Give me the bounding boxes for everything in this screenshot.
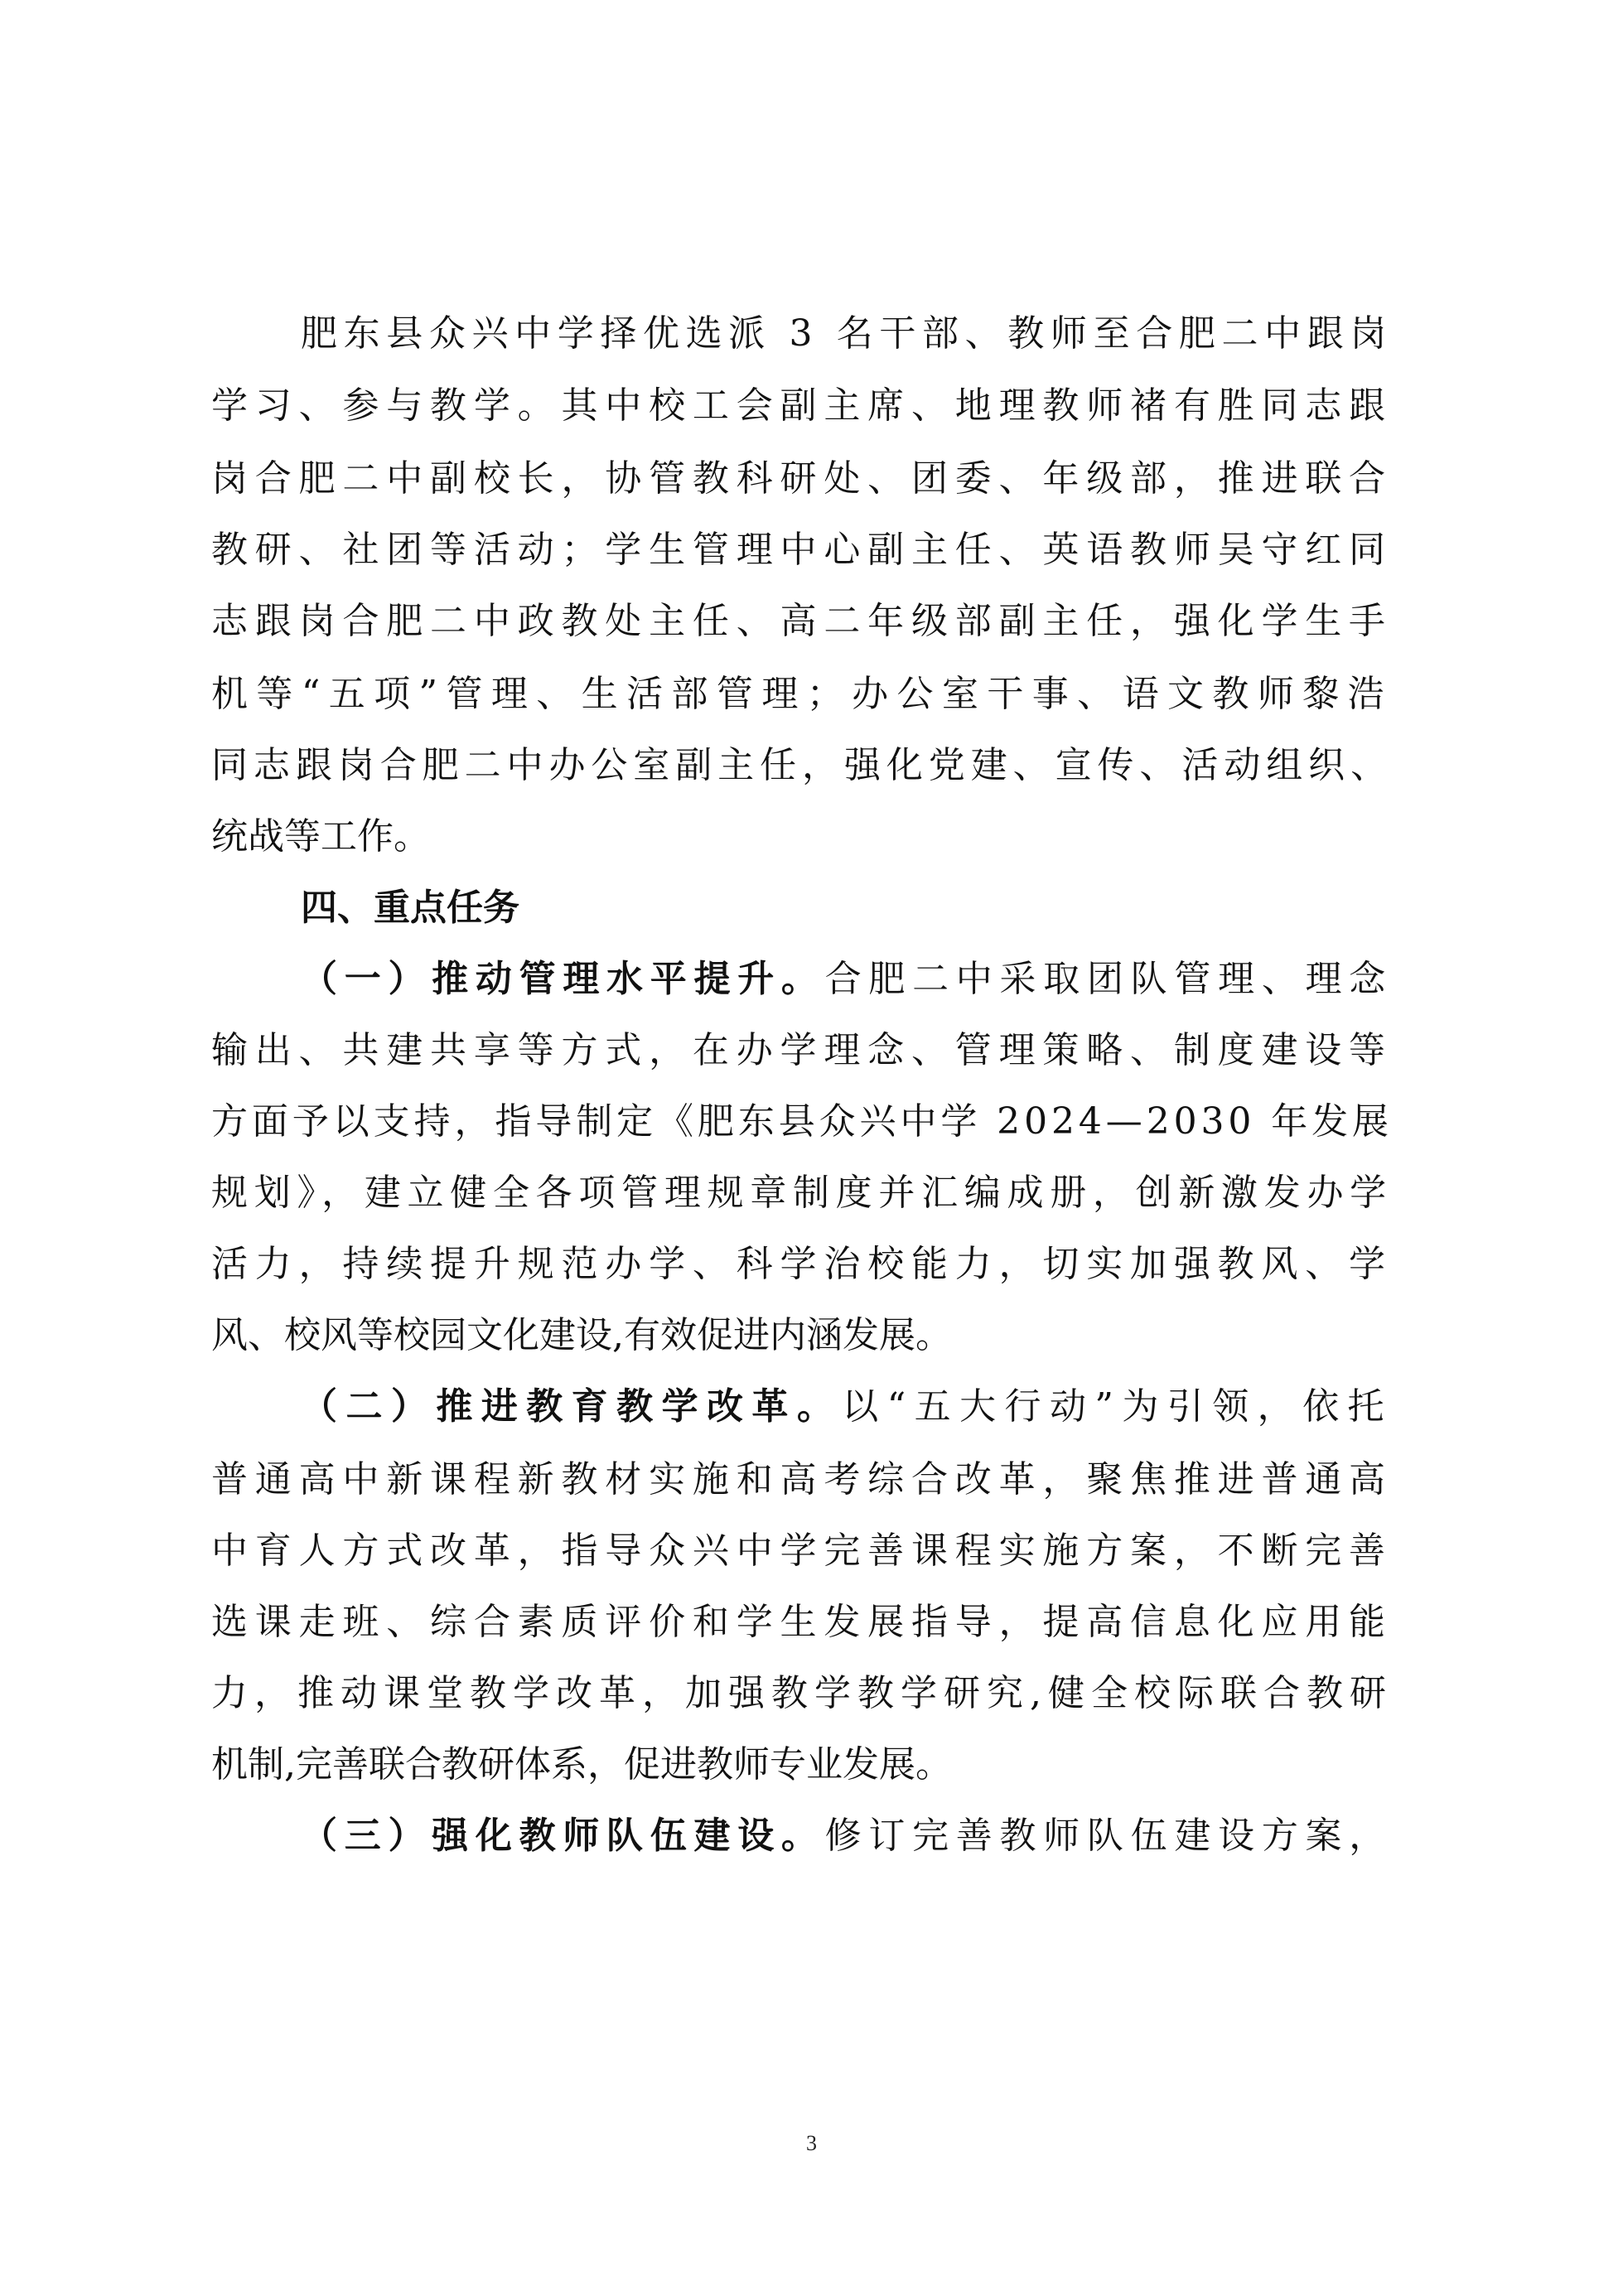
text: 同志跟岗合肥二中办公室副主任，强化党建、宣传、活动组织、 bbox=[211, 744, 1394, 786]
text: 岗合肥二中副校长，协管教科研处、团委、年级部，推进联合 bbox=[211, 457, 1393, 500]
text: 机等“五项”管理、生活部管理；办公室干事、语文教师黎浩 bbox=[211, 673, 1394, 715]
text: 选课走班、综合素质评价和学生发展指导，提高信息化应用能 bbox=[211, 1601, 1393, 1643]
text: 活力，持续提升规范办学、科学治校能力，切实加强教风、学 bbox=[211, 1243, 1393, 1285]
text: 学习、参与教学。其中校工会副主席、地理教师褚有胜同志跟 bbox=[211, 384, 1393, 427]
paragraph-2-line-2 bbox=[211, 1026, 1393, 1075]
paragraph-4-lead: （三）强化教师队伍建设。 bbox=[301, 1815, 825, 1857]
paragraph-3-line-6 bbox=[211, 1740, 952, 1790]
paragraph-3-line-2 bbox=[211, 1455, 1393, 1505]
text: 志跟岗合肥二中政教处主任、高二年级部副主任，强化学生手 bbox=[211, 600, 1393, 642]
paragraph-3-line-3 bbox=[211, 1526, 1393, 1576]
paragraph-2-line-5 bbox=[211, 1240, 1393, 1289]
text: 风、校风等校园文化建设,有效促进内涵发展。 bbox=[211, 1314, 952, 1356]
paragraph-3-lead: （二）推进教育教学改革。 bbox=[301, 1385, 843, 1428]
section-heading bbox=[301, 883, 519, 933]
paragraph-3-line-5 bbox=[211, 1669, 1393, 1718]
paragraph-1-line-6 bbox=[211, 669, 1393, 719]
text: 教研、社团等活动；学生管理中心副主任、英语教师吴守红同 bbox=[211, 529, 1393, 571]
text: 力，推动课堂教学改革，加强教学教学研究,健全校际联合教研 bbox=[211, 1672, 1393, 1714]
text: 中育人方式改革，指导众兴中学完善课程实施方案，不断完善 bbox=[211, 1530, 1393, 1572]
text: 以“五大行动”为引领，依托 bbox=[842, 1385, 1393, 1428]
paragraph-1-line-2 bbox=[211, 381, 1393, 431]
text: 统战等工作。 bbox=[211, 815, 430, 858]
paragraph-1-line-8 bbox=[211, 812, 430, 862]
paragraph-1-line-4 bbox=[211, 525, 1393, 575]
paragraph-2-lead: （一）推动管理水平提升。 bbox=[301, 958, 825, 1000]
page-number: 3 bbox=[806, 2131, 817, 2155]
paragraph-3-line-1 bbox=[301, 1382, 1393, 1432]
text: 规划》，建立健全各项管理规章制度并汇编成册，创新激发办学 bbox=[211, 1172, 1393, 1214]
text: 合肥二中采取团队管理、理念 bbox=[824, 958, 1393, 1000]
text: 肥东县众兴中学择优选派 3 名干部、教师至合肥二中跟岗 bbox=[301, 312, 1393, 355]
paragraph-1-line-7 bbox=[211, 741, 1393, 790]
text: 输出、共建共享等方式，在办学理念、管理策略、制度建设等 bbox=[211, 1029, 1393, 1071]
paragraph-2-line-6 bbox=[211, 1311, 952, 1361]
text: 修订完善教师队伍建设方案， bbox=[824, 1815, 1393, 1857]
paragraph-4-line-1 bbox=[301, 1811, 1393, 1861]
heading-text: 四、重点任务 bbox=[301, 887, 519, 929]
paragraph-2-line-3 bbox=[211, 1097, 1393, 1147]
paragraph-1-line-5 bbox=[211, 597, 1393, 646]
text: 普通高中新课程新教材实施和高考综合改革，聚焦推进普通高 bbox=[211, 1458, 1393, 1501]
paragraph-2-line-1 bbox=[301, 955, 1393, 1004]
text: 机制,完善联合教研体系，促进教师专业发展。 bbox=[211, 1743, 952, 1786]
paragraph-1-line-1 bbox=[301, 309, 1393, 359]
paragraph-2-line-4 bbox=[211, 1168, 1393, 1218]
paragraph-3-line-4 bbox=[211, 1598, 1393, 1647]
paragraph-1-line-3 bbox=[211, 454, 1393, 504]
text: 方面予以支持，指导制定《肥东县众兴中学 2024—2030 年发展 bbox=[211, 1100, 1393, 1143]
